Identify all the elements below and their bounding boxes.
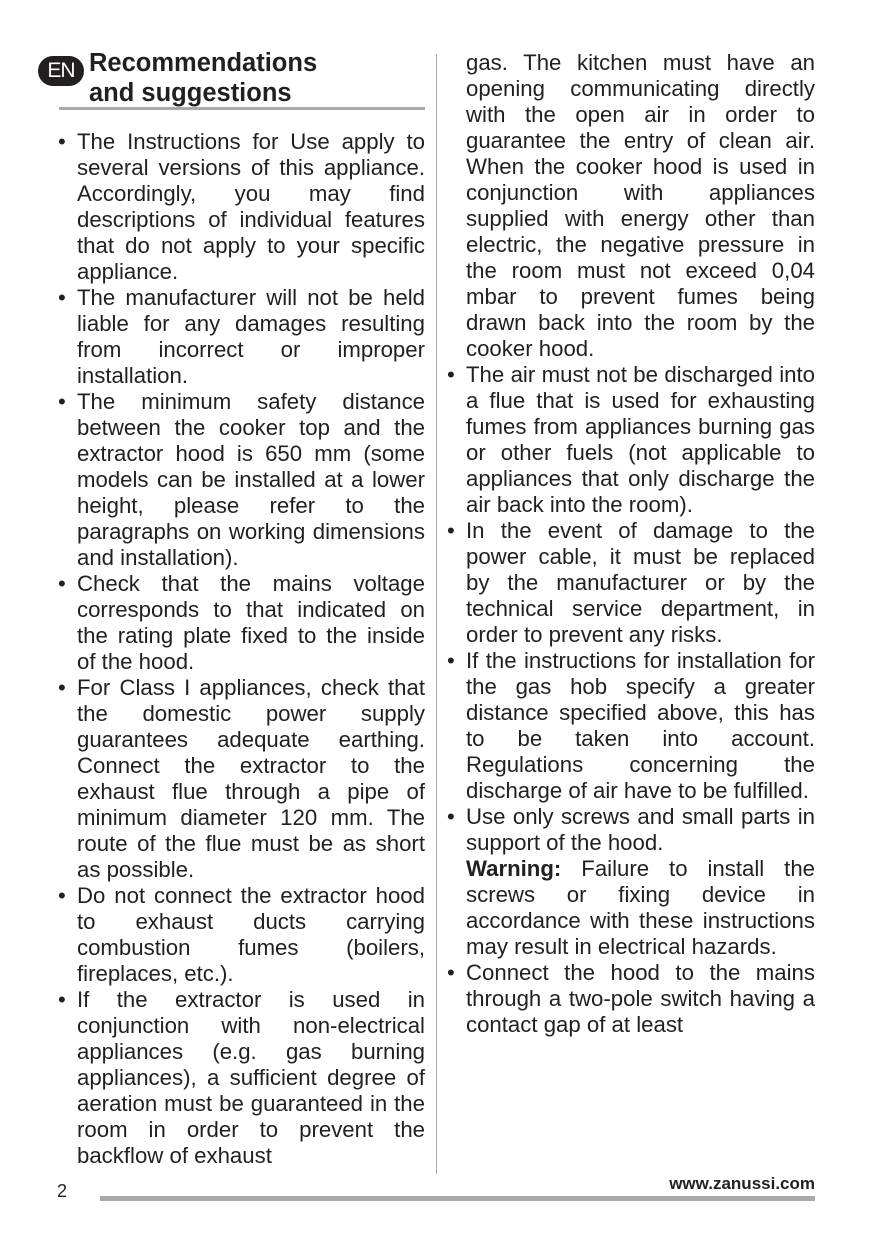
left-column-list [77, 129, 425, 1169]
bullet-item-exhaust-ducts: • Do not connect the extractor hood to exhaust ducts carrying combustion fumes (boilers, fireplaces, etc.). [77, 883, 425, 987]
bullet-item-two-pole-switch: • Connect the hood to the mains through a two-pole switch having a contact gap of at least [466, 960, 815, 1038]
language-badge: EN [38, 56, 84, 86]
title-underline [59, 107, 425, 110]
section-title [89, 48, 425, 108]
bullet-item-safety-distance: • The minimum safety distance between the cooker top and the extractor hood is 650 mm (some models can be installed at a lower height, please refer to the paragraphs on working dimensions and installation). [77, 389, 425, 571]
right-column-list [466, 50, 815, 1038]
bullet-item-gas-hob: • If the instructions for installation for the gas hob specify a greater distance specified above, this has to be taken into account. Regulations concerning the discharge of air have to be fulfilled. [466, 648, 815, 804]
continued-paragraph: gas. The kitchen must have an opening communicating directly with the open air in order to guarantee the entry of clean air. When the cooker hood is used in conjunction with appliances supplied with energy other than electric, the negative pressure in the room must not exceed 0,04 mbar to prevent fumes being drawn back into the room by the cooker hood. [466, 50, 815, 361]
column-divider [436, 54, 437, 1174]
footer-rule [100, 1196, 815, 1201]
bullet-item-power-cable: • In the event of damage to the power cable, it must be replaced by the manufacturer or by the technical service department, in order to prevent any risks. [466, 518, 815, 648]
bullet-item-aeration: • If the extractor is used in conjunction with non-electrical appliances (e.g. gas burning appliances), a sufficient degree of aeration must be guaranteed in the room in order to prevent the backflow of exhaust [77, 987, 425, 1169]
bullet-item-screws [466, 804, 815, 960]
bullet-item-earthing: • For Class I appliances, check that the domestic power supply guarantees adequate earthing. Connect the extractor to the exhaust flue through a pipe of minimum diameter 120 mm. The route of the flue must be as short as possible. [77, 675, 425, 883]
page-number: 2 [57, 1181, 68, 1201]
bullet-item-flue-discharge: • The air must not be discharged into a flue that is used for exhausting fumes from appliances burning gas or other fuels (not applicable to appliances that only discharge the air back into the room). [466, 362, 815, 518]
bullet-item-liability: • The manufacturer will not be held liable for any damages resulting from incorrect or improper installation. [77, 285, 425, 389]
section-title-line-2: and suggestions [89, 79, 292, 107]
section-title-line-1: Recommendations [89, 49, 318, 77]
bullet-item-mains-voltage: • Check that the mains voltage corresponds to that indicated on the rating plate fixed to the inside of the hood. [77, 571, 425, 675]
warning-text: Failure to install the screws or fixing device in accordance with these instructions may result in electrical hazards. [466, 856, 815, 959]
footer-url: www.zanussi.com [669, 1174, 815, 1193]
warning-label: Warning: [466, 856, 562, 881]
bullet-item-versions: • The Instructions for Use apply to several versions of this appliance. Accordingly, you may find descriptions of individual features that do not apply to your specific appliance. [77, 129, 425, 285]
screws-text: Use only screws and small parts in support of the hood. [466, 804, 815, 855]
